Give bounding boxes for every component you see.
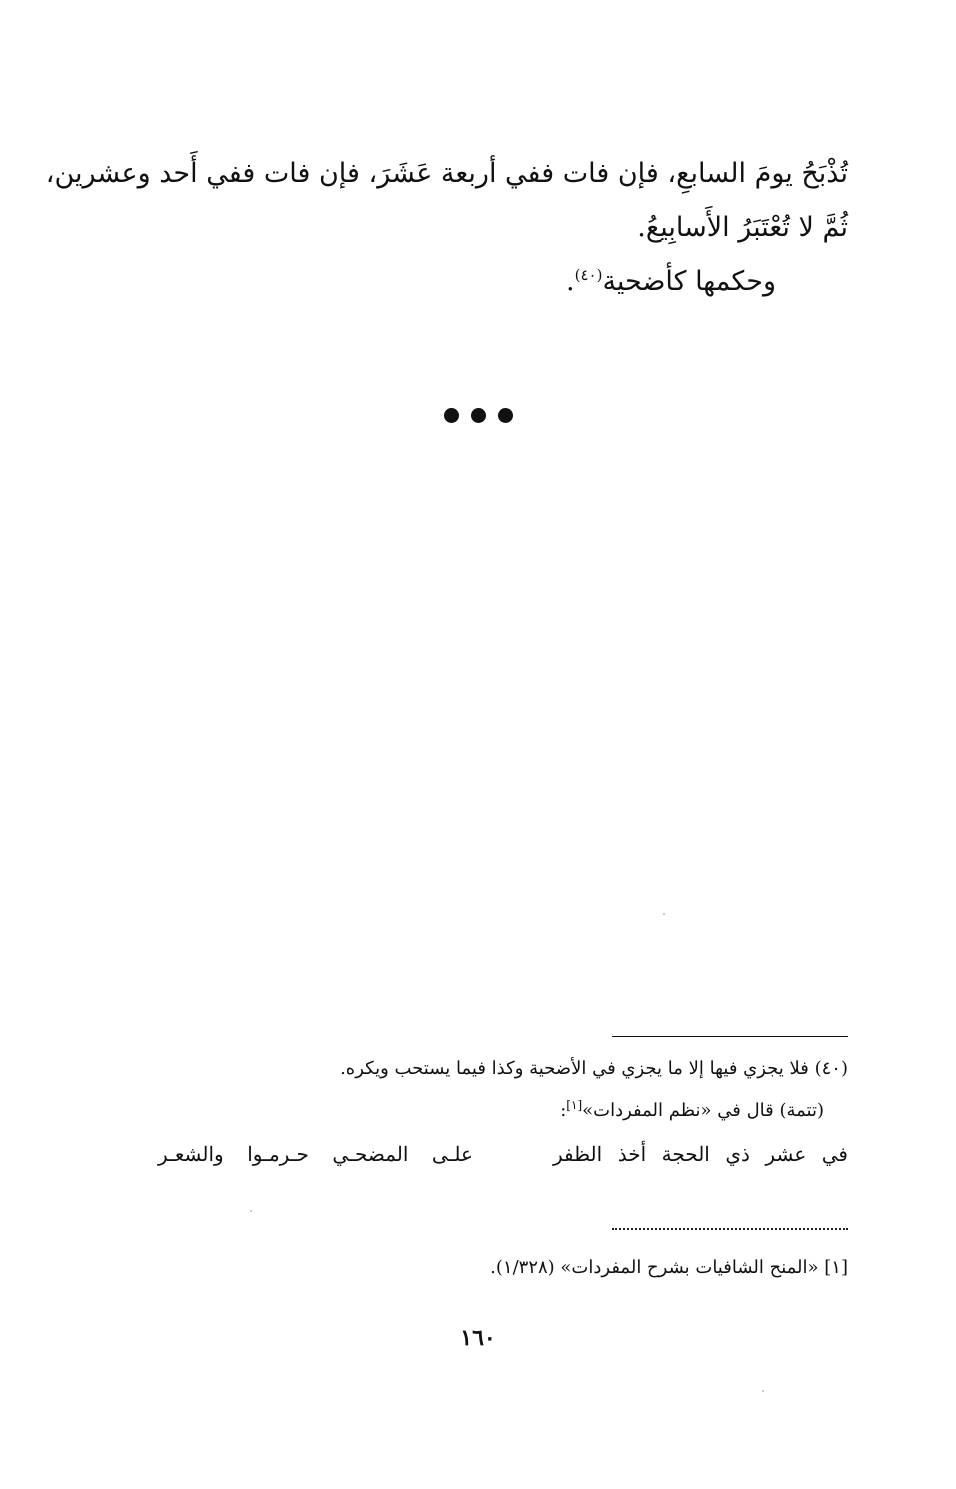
tatimma-end: : [560, 1100, 567, 1121]
verse-first-hemistich: في عشر ذي الحجة أخذ الظفر [553, 1142, 848, 1166]
verse-second-hemistich: علـى المضحـي حـرمـوا والشعـر [158, 1142, 473, 1166]
page-number: ١٦٠ [460, 1325, 496, 1351]
scan-speck [762, 1390, 764, 1392]
main-text-line-1: تُذْبَحُ يومَ السابعِ، فإن فات ففي أربعة عَشَرَ، فإن فات ففي أَحد وعشرين، [45, 158, 848, 189]
edition-notes-rule [612, 1228, 848, 1230]
edition-note-1: [١] «المنح الشافيات بشرح المفردات» (١/٣٢٨). [490, 1257, 848, 1278]
separator-dot [444, 408, 459, 423]
scan-speck [663, 913, 665, 915]
section-separator [0, 408, 956, 423]
edition-note-reference-1: [١] [566, 1098, 583, 1112]
footnote-rule [612, 1036, 848, 1037]
main-text-line-2: ثُمَّ لا تُعْتَبَرُ الأَسابِيعُ. [637, 212, 848, 243]
scan-speck [250, 1210, 252, 1212]
footnote-reference-40: (٤٠) [574, 266, 603, 284]
tatimma-text: (تتمة) قال في «نظم المفردات» [582, 1100, 824, 1121]
poem-verse [158, 1142, 848, 1166]
main-text-line-3-body: وحكمها كأضحية [602, 266, 776, 297]
separator-dot [471, 408, 486, 423]
separator-dot [498, 408, 513, 423]
footnote-tatimma [560, 1100, 824, 1122]
main-text-line-3 [566, 266, 776, 298]
footnote-40: (٤٠) فلا يجزي فيها إلا ما يجزي في الأضحية وكذا فيما يستحب ويكره. [340, 1058, 848, 1079]
main-text-line-3-end: . [566, 266, 575, 297]
